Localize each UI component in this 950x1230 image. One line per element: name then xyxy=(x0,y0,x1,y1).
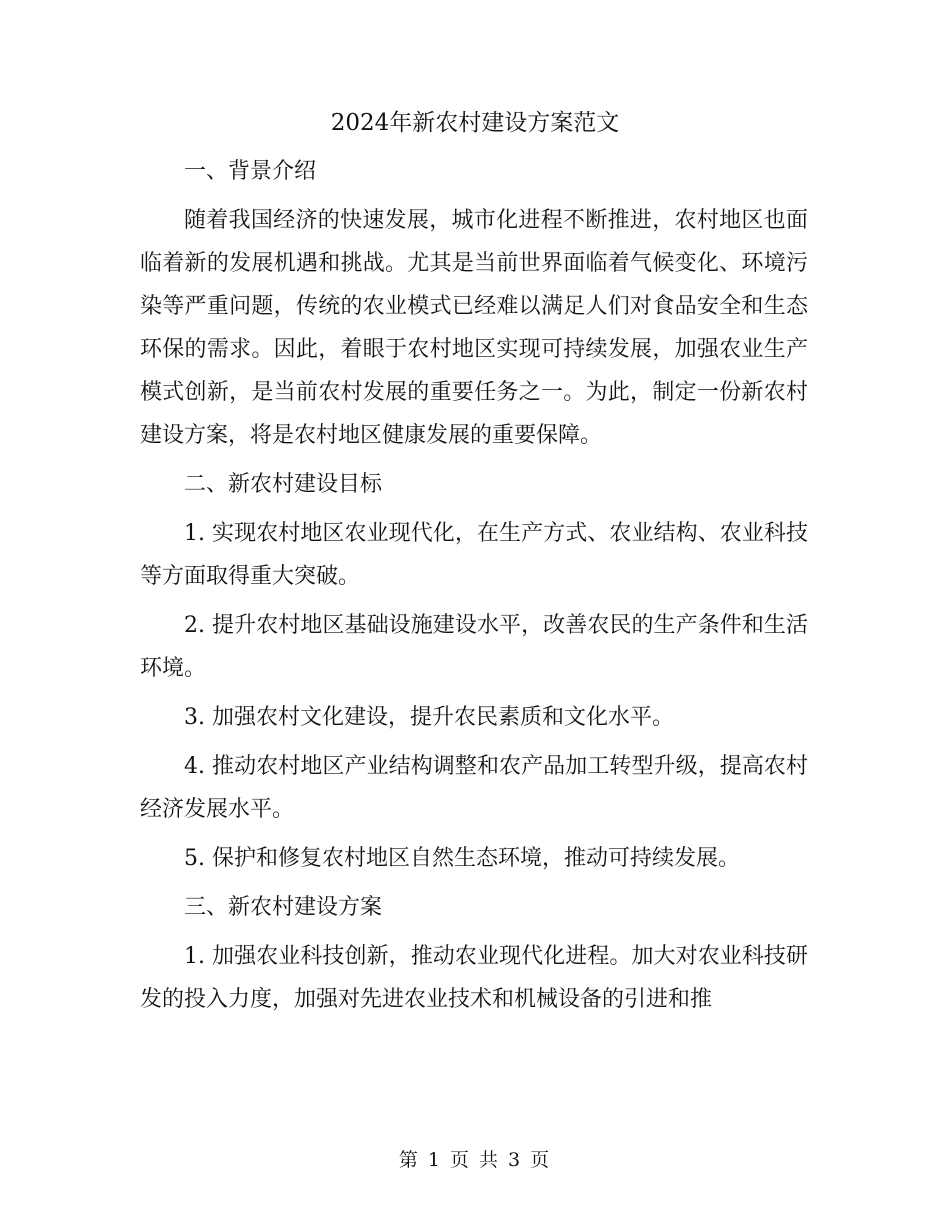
document-title: 2024年新农村建设方案范文 xyxy=(330,110,620,136)
paragraph-background: 随着我国经济的快速发展，城市化进程不断推进，农村地区也面临着新的发展机遇和挑战。尤其是当前世界面临着气候变化、环境污染等严重问题，传统的农业模式已经难以满足人们对食品安全和生态环保的需求。因此，着眼于农村地区实现可持续发展，加强农业生产模式创新，是当前农村发展的重要任务之一。为此，制定一份新农村建设方案，将是农村地区健康发展的重要保障。 xyxy=(140,208,808,448)
page-footer: 第 1 页 共 3 页 xyxy=(398,1149,552,1171)
plan-item-1: 1. 加强农业科技创新，推动农业现代化进程。加大对农业科技研发的投入力度，加强对先进农业技术和机械设备的引进和推 xyxy=(140,944,808,1012)
section-heading-goals: 二、新农村建设目标 xyxy=(184,472,383,497)
goal-item-4: 4. 推动农村地区产业结构调整和农产品加工转型升级，提高农村经济发展水平。 xyxy=(140,754,808,822)
goal-item-2: 2. 提升农村地区基础设施建设水平，改善农民的生产条件和生活环境。 xyxy=(140,613,808,681)
section-heading-plan: 三、新农村建设方案 xyxy=(184,895,383,920)
section-heading-background: 一、背景介绍 xyxy=(184,159,317,184)
goal-item-3: 3. 加强农村文化建设，提升农民素质和文化水平。 xyxy=(184,705,674,730)
goal-item-1: 1. 实现农村地区农业现代化，在生产方式、农业结构、农业科技等方面取得重大突破。 xyxy=(140,521,808,589)
document-body xyxy=(140,150,808,1027)
goal-item-5: 5. 保护和修复农村地区自然生态环境，推动可持续发展。 xyxy=(184,846,740,871)
